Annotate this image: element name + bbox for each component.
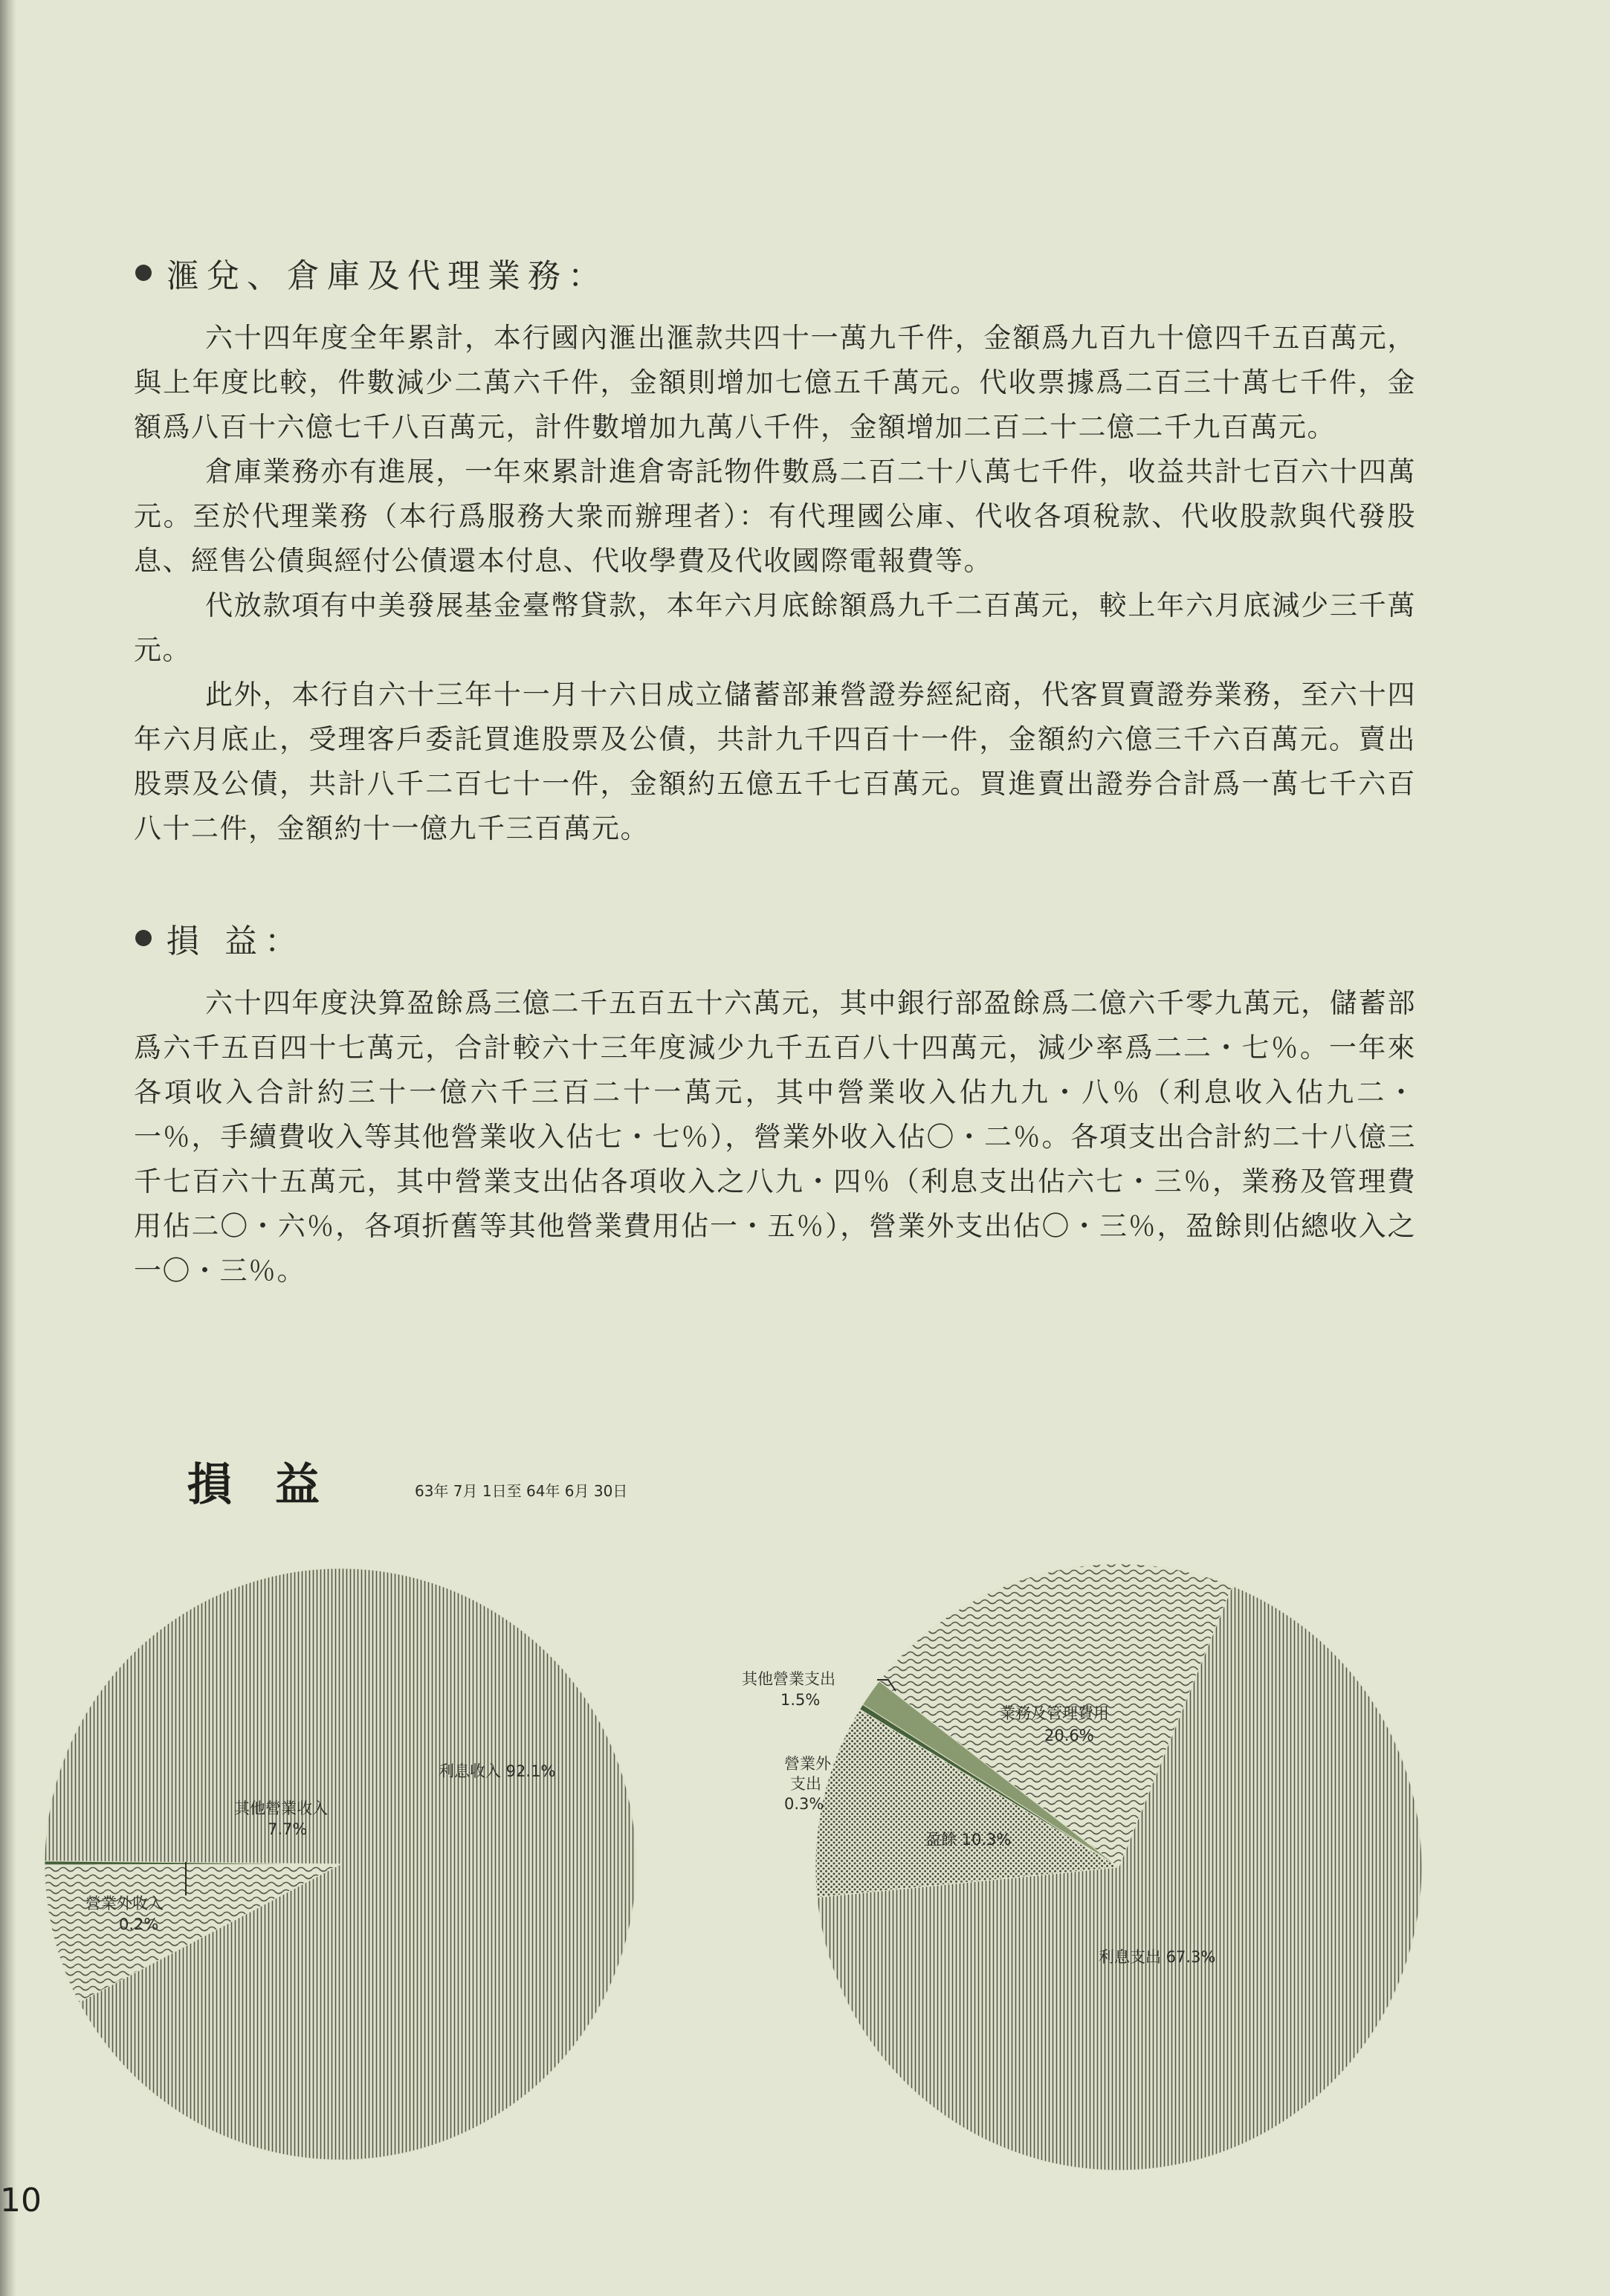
label-nonoperating-income: 營業外收入: [85, 1895, 164, 1912]
chart-title: 損益: [187, 1459, 363, 1511]
label-nonoperating-expense-pct: 0.3%: [784, 1795, 824, 1813]
label-other-operating-income-pct: 7.7%: [268, 1820, 308, 1838]
label-interest-expense: 利息支出 67.3%: [1099, 1948, 1216, 1966]
section-heading-remittance: [135, 249, 608, 297]
bullet-icon: [135, 265, 152, 281]
label-nonoperating-expense-2: 支出: [790, 1775, 821, 1793]
label-other-operating-expense: 其他營業支出: [742, 1670, 835, 1688]
paragraph: 六十四年度全年累計，本行國內滙出滙款共四十一萬九千件，金額爲九百九十億四千五百萬元，與上年度比較，件數減少二萬六千件，金額則增加七億五千萬元。代收票據爲二百三十萬七千件，金額爲八百十六億七千八百萬元，計件數增加九萬八千件，金額增加二百二十二億二千九百萬元。: [134, 322, 1416, 443]
paragraph: 六十四年度決算盈餘爲三億二千五百五十六萬元，其中銀行部盈餘爲二億六千零九萬元，儲蓄部爲六千五百四十七萬元，合計較六十三年度減少九千五百八十四萬元，減少率爲二二・七％。一年來各項收入合計約三十一億六千三百二十一萬元，其中營業收入佔九九・八％（利息收入佔九二・一％，手續費收入等其他營業收入佔七・七％），營業外收入佔〇・二％。各項支出合計約二十八億三千七百六十五萬元，其中營業支出佔各項收入之八九・四％（利息支出佔六七・三％，業務及管理費用佔二〇・六％，各項折舊等其他營業費用佔一・五％），營業外支出佔〇・三％，盈餘則佔總收入之一〇・三％。: [134, 987, 1416, 1287]
paragraph: 此外，本行自六十三年十一月十六日成立儲蓄部兼營證券經紀商，代客買賣證券業務，至六十四年六月底止，受理客戶委託買進股票及公債，共計九千四百十一件，金額約六億三千六百萬元。賣出股票及公債，共計八千二百七十一件，金額約五億五千七百萬元。買進賣出證券合計爲一萬七千六百八十二件，金額約十一億九千三百萬元。: [134, 679, 1416, 844]
label-nonoperating-income-pct: 0.2%: [119, 1915, 159, 1933]
expense-pie-chart: [815, 1564, 1422, 2170]
paragraph: 倉庫業務亦有進展，一年來累計進倉寄託物件數爲二百二十八萬七千件，收益共計七百六十四萬元。至於代理業務（本行爲服務大衆而辦理者）：有代理國公庫、代收各項稅款、代收股款與代發股息、經售公債與經付公債還本付息、代收學費及代收國際電報費等。: [134, 456, 1416, 577]
label-admin-expense: 業務及管理費用: [1000, 1704, 1109, 1722]
label-nonoperating-expense-1: 營業外: [784, 1755, 831, 1773]
income-pie-chart: [45, 1568, 636, 2160]
section-body-remittance: [134, 316, 1416, 851]
label-other-operating-income: 其他營業收入: [234, 1799, 328, 1817]
label-other-operating-expense-pct: 1.5%: [780, 1691, 821, 1709]
bullet-icon: [135, 930, 152, 946]
chart-period: 63年 7月 1日至 64年 6月 30日: [415, 1482, 628, 1500]
label-admin-expense-pct: 20.6%: [1044, 1727, 1094, 1744]
page-number: 10: [0, 2182, 42, 2219]
pie-charts: [0, 1524, 1610, 2193]
paragraph: 代放款項有中美發展基金臺幣貸款，本年六月底餘額爲九千二百萬元，較上年六月底減少三千萬元。: [134, 589, 1416, 666]
label-surplus: 盈餘 10.3%: [925, 1831, 1012, 1849]
section-heading-text: 損 益：: [167, 922, 305, 960]
section-heading-text: 滙兌、倉庫及代理業務：: [167, 257, 608, 295]
label-interest-income: 利息收入 92.1%: [439, 1762, 556, 1780]
section-heading-profit-loss: [135, 914, 305, 962]
section-body-profit-loss: [134, 981, 1416, 1293]
